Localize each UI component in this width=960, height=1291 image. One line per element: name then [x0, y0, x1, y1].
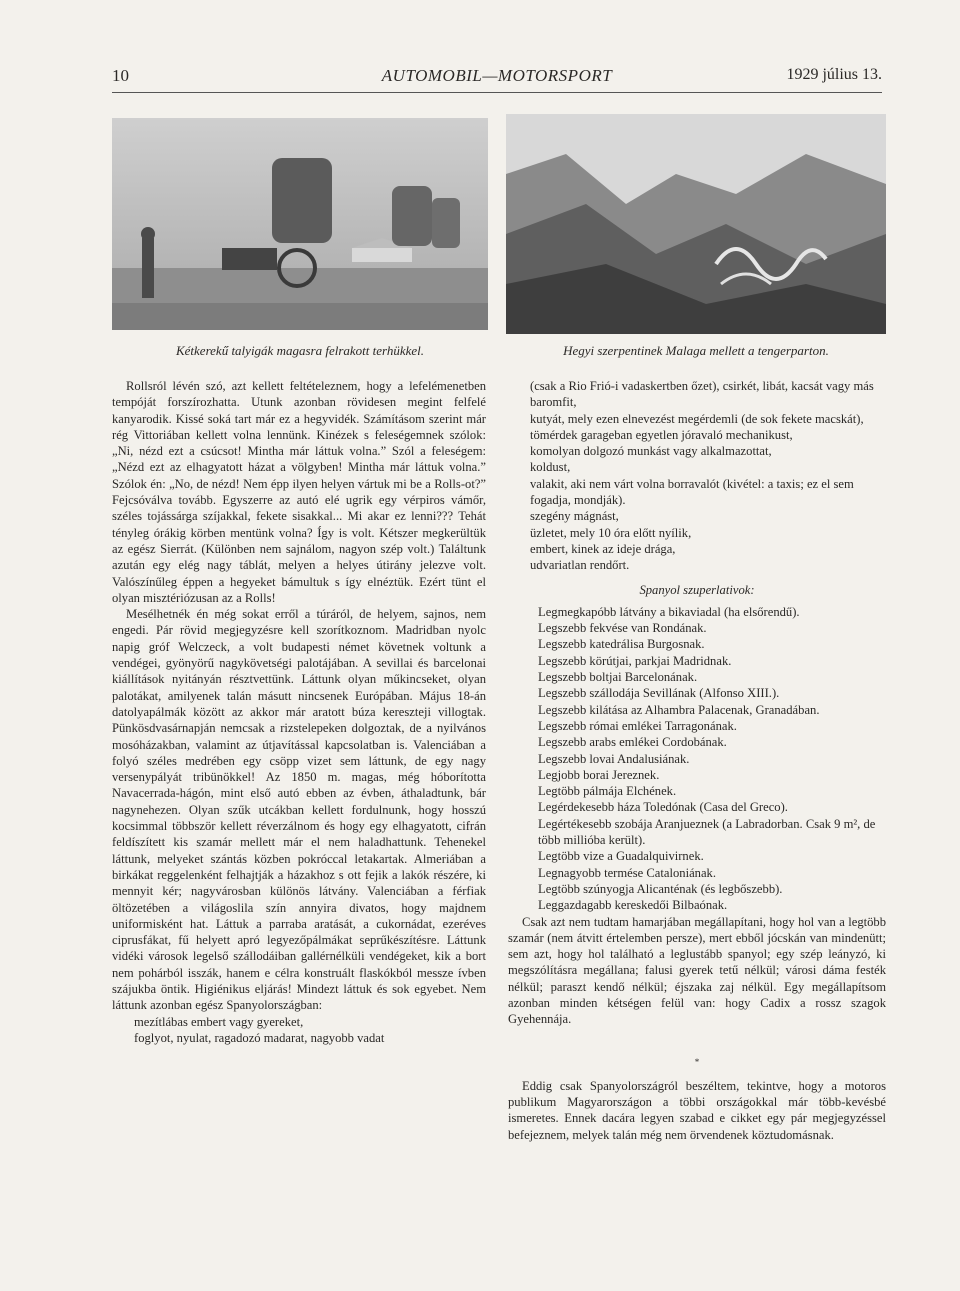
page-number: 10 [112, 66, 129, 85]
list-item: Legszebb lovai Andalusiának. [538, 751, 690, 766]
list-item: Legszebb fekvése van Rondának. [538, 621, 707, 636]
issue-date: 1929 július 13. [786, 66, 882, 83]
list-item: Legszebb kilátása az Alhambra Palacenak, Granadában. [538, 702, 820, 717]
list-item: foglyot, nyulat, ragadozó madarat, nagyobb vadat [134, 1030, 385, 1045]
list-item: Legszebb szállodája Sevillának (Alfonso XIII.). [538, 686, 780, 701]
list-item: Leggazdagabb kereskedői Bilbaónak. [538, 898, 728, 913]
list-item: kutyát, mely ezen elnevezést megérdemli (de sok fekete macskát), [530, 411, 864, 426]
section-separator: * [694, 1056, 700, 1067]
list-item: Legszebb arabs emlékei Cordobának. [538, 735, 727, 750]
right-column [508, 378, 886, 1143]
section-subhead: Spanyol szuperlativok: [639, 582, 755, 597]
final-paragraph: Eddig csak Spanyolországról beszéltem, tekintve, hogy a motoros publikum Magyarországon a többi országokkal már több-kevésbé ismeretes. Ennek dacára legyen szabad e cikket egy pár megjegyzéssel befejeznem, melyek talán még nem örvendenek köztudomásnak. [508, 1078, 886, 1142]
caption-right: Hegyi szerpentinek Malaga mellett a tengerparton. [563, 343, 829, 358]
left-column [112, 378, 486, 1046]
header-rule [112, 92, 882, 93]
list-item: embert, kinek az ideje drága, [530, 541, 676, 556]
list-item: Legtöbb vize a Guadalquivirnek. [538, 849, 704, 864]
list-item: Legszebb római emlékei Tarragonának. [538, 718, 737, 733]
list-item: Legszebb boltjai Barcelonának. [538, 670, 698, 685]
list-item: Legérdekesebb háza Toledónak (Casa del Greco). [538, 800, 788, 815]
list-item: (csak a Rio Frió-i vadaskertben őzet), csirkét, libát, kacsát vagy más baromfit, [530, 379, 874, 410]
closing-paragraph: Csak azt nem tudtam hamarjában megállapítani, hogy hol van a legtöbb szamár (nem átvitt értelemben persze), mert ebből jócskán van mindenütt; sem azt, hogy hol található a leglustább spanyol; egy szép leányzó, ki megszólításra megállana; falusi gyerek tetű nélkül; városi dáma festék nélkül; paraszt kendő nélkül; éjszaka zaj nélkül. Egy megállapítsom azonban minden kétségen felül van: hogy Cadix a rossz szagok Gyehennája. [508, 914, 886, 1027]
photo-serpentines [506, 114, 886, 334]
list-item: Legmegkapóbb látvány a bikaviadal (ha elsőrendű). [538, 604, 800, 619]
magazine-title: AUTOMOBIL—MOTORSPORT [381, 66, 613, 85]
list-item: koldust, [530, 460, 571, 475]
list-item: valakit, aki nem várt volna borravalót (kivétel: a taxis; ez el sem fogadja, mondják). [530, 476, 854, 508]
list-item: üzletet, mely 10 óra előtt nyílik, [530, 525, 692, 540]
list-item: udvariatlan rendőrt. [530, 558, 630, 573]
list-item: Legtöbb pálmája Elchének. [538, 784, 677, 799]
list-item: komolyan dolgozó munkást vagy alkalmazottat, [530, 444, 772, 459]
list-item: tömérdek garageban egyetlen jóravaló mechanikust, [530, 427, 793, 442]
superlatives-list [508, 604, 886, 914]
list-item: szegény mágnást, [530, 509, 619, 524]
caption-left: Kétkerekű talyigák magasra felrakott terhükkel. [175, 343, 424, 358]
paragraph: Rollsról lévén szó, azt kellett feltételeznem, hogy a lefelémenetben tempóját forszírozhatta. Utunk azonban rövidesen megint felfelé kanyarodik. Kissé soká tart már ez a hegyvidék. Számításom szerint már rég Vittoriában kellett volna lennünk. Kinézek s feleségemnek szólok: „Ni, nézd ezt a csúcsot! Mintha már láttuk volna.” Szól a feleségem: „Nézd ezt az elhagyatott házat a völgyben! Mintha már láttuk volna.” Szólok én: „No, de nézd! Nem épp ilyen helyen vártuk mi be a Rolls-ot?” Fejcsóválva tovább. Egyszerre az autó elé ugrik egy vérpiros vámőr, széles tojássárga szíjakkal, fekete sisakkal... Mi akar ez lenni??? Tehát tényleg órákig körben mentünk volna? Így is volt. Kétszer megkerültük az egész Sierrát. (Különben nem sajnálom, nagyon szép volt.) Találtunk azután egy elég nagy táblát, melyen a helyes útirány jelezve volt. Valószínűleg éppen a hegyeket bámultuk s így elnéztük. Ezért tünt el olyan misztériózusan az a Rolls! [112, 379, 486, 605]
list-item: Legtöbb szúnyogja Alicanténak (és legbőszebb). [538, 881, 783, 896]
photo-carts [112, 118, 488, 330]
list-item: Legértékesebb szobája Aranjueznek (a Labradorban. Csak 9 m², de több millióba került). [538, 816, 876, 848]
paragraph: Mesélhetnék én még sokat erről a túráról, de helyem, sajnos, nem engedi. Pár rövid megjegyzésre kell szorítkoznom. Madridban nyolc napig gróf Welczeck, a volt budapesti német követnek voltunk a vendégei, gyönyörű nagykövetségi palotájában. A sevillai és barcelonai kiállítások nyitányán résztvettünk. Láttunk olyan műkincseket, olyan palotákat, amilyenek talán másutt nincsenek Európában. Május 18-án datolyapálmák között az akkor már aratott búza kereszteji villogtak. Pünkösdvasárnapján nemcsak a rizstelepeken dolgoztak, de a nyilvános mosóházakban, valamint az útjavítással kapcsolatban is. Valenciában a folyó széles medrében egy csöpp vizet sem láttunk, de egy nagy versenypályát tribünökkel! Az 1850 m. magas, még hóborította Navacerrada-hágón, mint első autó ebben az évben, áthaladtunk, bár nagynehezen. Olyan szűk utcákban kellett fordulnunk, hogy hosszú kocsimmal többször kellett réverzálnom és hogy egy elhagyatott, cifrán feldíszített kis szamár mellett már el nem haladhattunk. Tehenekel láttunk, melyeket szántás közben pokróccal letakartak. Almeriában a birkákat reggelenként felhajtják a házakhoz s ott fejik a lakók részére, ki mennyit kér; nagyvárosban különös látvány. Valenciában a férfiak öltözetében a világoslila szín annyira divatos, hogy majdnem uniformisként hat. Láttuk a parraba aratását, a cukornádat, ezeréves ciprusfákat, fű helyett apró legyezőpálmákat seprűkészítésre. Láttunk vidéki városok legelső szállodáiban gallérnélküli vendégeket, kik a bort nem pohárból isszák, hanem e célra konstruált flaskókból messze ívben szájukba öntik. Higiénikus eljárás! Mindezt láttuk és sok egyebet. Nem láttunk azonban egész Spanyolországban: [112, 607, 486, 1013]
list-item: Legszebb körútjai, parkjai Madridnak. [538, 653, 732, 668]
list-item: Legszebb katedrálisa Burgosnak. [538, 637, 705, 652]
list-item: Legjobb borai Jereznek. [538, 767, 660, 782]
list-item: Legnagyobb termése Cataloniának. [538, 865, 716, 880]
page-header [112, 66, 882, 92]
list-item: mezítlábas embert vagy gyereket, [134, 1014, 304, 1029]
